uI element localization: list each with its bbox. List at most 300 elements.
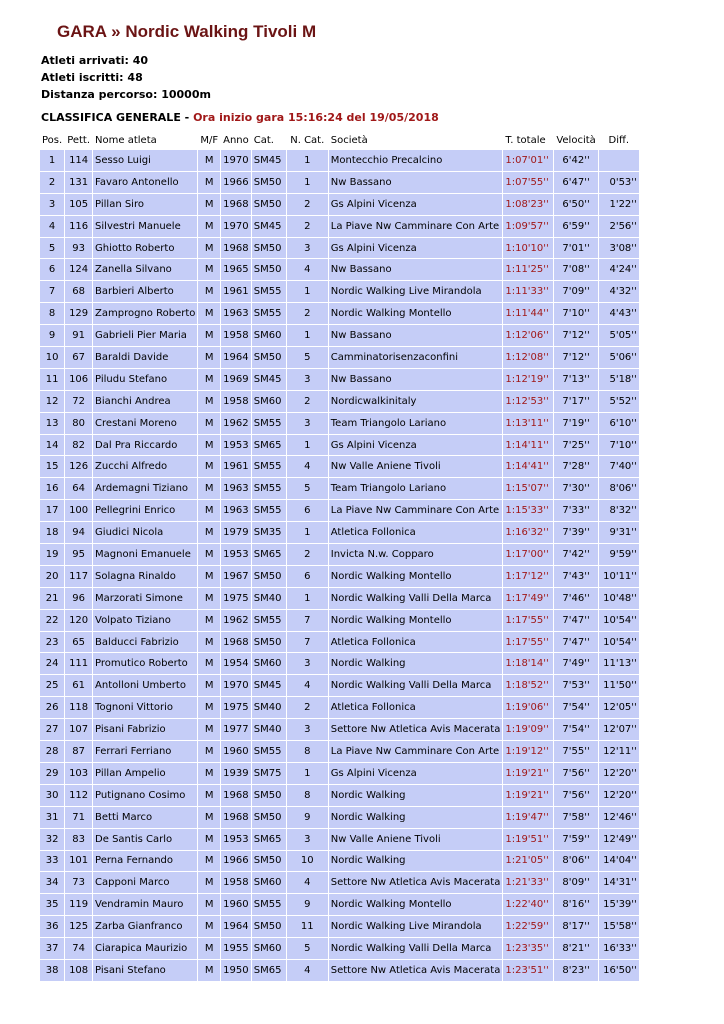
cell-gap: 4'32'' bbox=[599, 281, 639, 302]
cell-cat: SM65 bbox=[252, 544, 286, 565]
cell-sex: M bbox=[198, 719, 220, 740]
cell-total-time: 1:11'33'' bbox=[503, 281, 553, 302]
cell-gap: 4'24'' bbox=[599, 259, 639, 280]
cell-sex: M bbox=[198, 347, 220, 368]
cell-pos: 23 bbox=[40, 632, 64, 653]
cell-pos: 21 bbox=[40, 588, 64, 609]
cell-gap: 0'53'' bbox=[599, 172, 639, 193]
cell-pos: 9 bbox=[40, 325, 64, 346]
cell-cat-rank: 4 bbox=[287, 960, 328, 981]
cell-gap: 14'04'' bbox=[599, 851, 639, 872]
cell-club: Nordic Walking Live Mirandola bbox=[329, 281, 503, 302]
cell-name: Giudici Nicola bbox=[93, 522, 197, 543]
cell-name: Vendramin Mauro bbox=[93, 894, 197, 915]
cell-sex: M bbox=[198, 150, 220, 171]
cell-cat: SM50 bbox=[252, 194, 286, 215]
cell-cat-rank: 1 bbox=[287, 435, 328, 456]
cell-club: Nw Bassano bbox=[329, 259, 503, 280]
cell-bib: 119 bbox=[65, 894, 92, 915]
cell-club: Nordic Walking bbox=[329, 807, 503, 828]
cell-gap: 8'32'' bbox=[599, 500, 639, 521]
cell-total-time: 1:12'53'' bbox=[503, 391, 553, 412]
table-row bbox=[40, 653, 639, 674]
cell-pos: 13 bbox=[40, 413, 64, 434]
cell-total-time: 1:12'06'' bbox=[503, 325, 553, 346]
cell-name: Zamprogno Roberto bbox=[93, 303, 197, 324]
cell-pos: 30 bbox=[40, 785, 64, 806]
column-header-year: Anno bbox=[221, 132, 251, 149]
cell-pos: 17 bbox=[40, 500, 64, 521]
cell-name: Promutico Roberto bbox=[93, 653, 197, 674]
cell-year: 1961 bbox=[221, 456, 251, 477]
cell-club: Nordic Walking Montello bbox=[329, 894, 503, 915]
cell-name: Putignano Cosimo bbox=[93, 785, 197, 806]
cell-speed: 7'13'' bbox=[554, 369, 597, 390]
cell-bib: 112 bbox=[65, 785, 92, 806]
cell-speed: 8'17'' bbox=[554, 916, 597, 937]
cell-cat-rank: 5 bbox=[287, 347, 328, 368]
cell-year: 1968 bbox=[221, 194, 251, 215]
cell-year: 1975 bbox=[221, 697, 251, 718]
cell-cat: SM40 bbox=[252, 719, 286, 740]
cell-cat: SM55 bbox=[252, 741, 286, 762]
cell-speed: 7'17'' bbox=[554, 391, 597, 412]
cell-speed: 7'10'' bbox=[554, 303, 597, 324]
cell-name: Pisani Fabrizio bbox=[93, 719, 197, 740]
table-row bbox=[40, 938, 639, 959]
cell-total-time: 1:23'51'' bbox=[503, 960, 553, 981]
cell-sex: M bbox=[198, 369, 220, 390]
cell-gap: 10'54'' bbox=[599, 632, 639, 653]
cell-cat: SM45 bbox=[252, 150, 286, 171]
cell-cat: SM55 bbox=[252, 456, 286, 477]
cell-club: Nw Valle Aniene Tivoli bbox=[329, 456, 503, 477]
cell-cat: SM55 bbox=[252, 413, 286, 434]
cell-total-time: 1:21'33'' bbox=[503, 872, 553, 893]
cell-speed: 7'08'' bbox=[554, 259, 597, 280]
cell-pos: 19 bbox=[40, 544, 64, 565]
table-row bbox=[40, 259, 639, 280]
cell-club: Nw Bassano bbox=[329, 369, 503, 390]
cell-total-time: 1:21'05'' bbox=[503, 851, 553, 872]
cell-year: 1962 bbox=[221, 413, 251, 434]
cell-club: Nordic Walking Live Mirandola bbox=[329, 916, 503, 937]
column-header-speed: Velocità bbox=[554, 132, 597, 149]
cell-sex: M bbox=[198, 456, 220, 477]
cell-speed: 7'54'' bbox=[554, 719, 597, 740]
column-header-sex: M/F bbox=[198, 132, 220, 149]
cell-pos: 20 bbox=[40, 566, 64, 587]
cell-speed: 7'59'' bbox=[554, 829, 597, 850]
cell-name: Ciarapica Maurizio bbox=[93, 938, 197, 959]
cell-sex: M bbox=[198, 544, 220, 565]
table-row bbox=[40, 632, 639, 653]
table-row bbox=[40, 435, 639, 456]
cell-cat-rank: 11 bbox=[287, 916, 328, 937]
cell-name: Volpato Tiziano bbox=[93, 610, 197, 631]
cell-year: 1969 bbox=[221, 369, 251, 390]
cell-pos: 25 bbox=[40, 675, 64, 696]
cell-bib: 72 bbox=[65, 391, 92, 412]
cell-cat-rank: 6 bbox=[287, 500, 328, 521]
cell-pos: 24 bbox=[40, 653, 64, 674]
cell-cat: SM50 bbox=[252, 916, 286, 937]
cell-speed: 7'53'' bbox=[554, 675, 597, 696]
cell-speed: 7'42'' bbox=[554, 544, 597, 565]
cell-sex: M bbox=[198, 741, 220, 762]
cell-speed: 7'33'' bbox=[554, 500, 597, 521]
cell-cat: SM60 bbox=[252, 325, 286, 346]
cell-pos: 35 bbox=[40, 894, 64, 915]
cell-bib: 101 bbox=[65, 851, 92, 872]
cell-gap: 12'20'' bbox=[599, 785, 639, 806]
cell-pos: 10 bbox=[40, 347, 64, 368]
cell-sex: M bbox=[198, 238, 220, 259]
table-row bbox=[40, 960, 639, 981]
cell-bib: 87 bbox=[65, 741, 92, 762]
cell-speed: 7'39'' bbox=[554, 522, 597, 543]
cell-bib: 116 bbox=[65, 216, 92, 237]
cell-bib: 65 bbox=[65, 632, 92, 653]
cell-gap: 1'22'' bbox=[599, 194, 639, 215]
cell-gap: 15'58'' bbox=[599, 916, 639, 937]
cell-year: 1953 bbox=[221, 544, 251, 565]
cell-sex: M bbox=[198, 872, 220, 893]
cell-speed: 6'59'' bbox=[554, 216, 597, 237]
cell-sex: M bbox=[198, 194, 220, 215]
cell-cat: SM45 bbox=[252, 216, 286, 237]
cell-total-time: 1:22'40'' bbox=[503, 894, 553, 915]
table-row bbox=[40, 588, 639, 609]
cell-year: 1970 bbox=[221, 216, 251, 237]
cell-bib: 105 bbox=[65, 194, 92, 215]
cell-name: Solagna Rinaldo bbox=[93, 566, 197, 587]
cell-cat-rank: 4 bbox=[287, 872, 328, 893]
cell-sex: M bbox=[198, 281, 220, 302]
cell-total-time: 1:07'55'' bbox=[503, 172, 553, 193]
cell-name: Balducci Fabrizio bbox=[93, 632, 197, 653]
cell-sex: M bbox=[198, 916, 220, 937]
cell-pos: 36 bbox=[40, 916, 64, 937]
cell-gap: 11'50'' bbox=[599, 675, 639, 696]
cell-year: 1953 bbox=[221, 435, 251, 456]
cell-cat-rank: 1 bbox=[287, 325, 328, 346]
cell-year: 1968 bbox=[221, 785, 251, 806]
cell-total-time: 1:14'41'' bbox=[503, 456, 553, 477]
table-row bbox=[40, 894, 639, 915]
cell-sex: M bbox=[198, 829, 220, 850]
cell-bib: 83 bbox=[65, 829, 92, 850]
cell-year: 1968 bbox=[221, 807, 251, 828]
cell-total-time: 1:13'11'' bbox=[503, 413, 553, 434]
cell-club: Nw Bassano bbox=[329, 172, 503, 193]
cell-sex: M bbox=[198, 303, 220, 324]
cell-sex: M bbox=[198, 632, 220, 653]
cell-total-time: 1:15'07'' bbox=[503, 478, 553, 499]
cell-year: 1953 bbox=[221, 829, 251, 850]
cell-speed: 7'25'' bbox=[554, 435, 597, 456]
cell-cat-rank: 5 bbox=[287, 938, 328, 959]
cell-sex: M bbox=[198, 435, 220, 456]
cell-gap: 7'10'' bbox=[599, 435, 639, 456]
page-title: GARA » Nordic Walking Tivoli M bbox=[57, 22, 317, 41]
cell-cat-rank: 1 bbox=[287, 150, 328, 171]
cell-gap: 16'33'' bbox=[599, 938, 639, 959]
table-row bbox=[40, 369, 639, 390]
table-row bbox=[40, 216, 639, 237]
cell-sex: M bbox=[198, 391, 220, 412]
cell-total-time: 1:17'00'' bbox=[503, 544, 553, 565]
cell-gap bbox=[599, 150, 639, 171]
cell-club: Nordic Walking bbox=[329, 653, 503, 674]
cell-total-time: 1:17'55'' bbox=[503, 632, 553, 653]
cell-cat: SM65 bbox=[252, 829, 286, 850]
cell-name: Ghiotto Roberto bbox=[93, 238, 197, 259]
cell-gap: 12'49'' bbox=[599, 829, 639, 850]
cell-bib: 95 bbox=[65, 544, 92, 565]
cell-gap: 5'05'' bbox=[599, 325, 639, 346]
table-row bbox=[40, 785, 639, 806]
column-header-cat-rank: N. Cat. bbox=[287, 132, 328, 149]
table-row bbox=[40, 194, 639, 215]
cell-cat: SM60 bbox=[252, 872, 286, 893]
cell-pos: 1 bbox=[40, 150, 64, 171]
table-row bbox=[40, 325, 639, 346]
cell-pos: 7 bbox=[40, 281, 64, 302]
cell-name: Marzorati Simone bbox=[93, 588, 197, 609]
cell-name: Dal Pra Riccardo bbox=[93, 435, 197, 456]
cell-total-time: 1:07'01'' bbox=[503, 150, 553, 171]
column-header-gap: Diff. bbox=[599, 132, 639, 149]
cell-gap: 7'40'' bbox=[599, 456, 639, 477]
cell-total-time: 1:17'55'' bbox=[503, 610, 553, 631]
table-row bbox=[40, 851, 639, 872]
cell-pos: 38 bbox=[40, 960, 64, 981]
cell-cat: SM50 bbox=[252, 632, 286, 653]
cell-cat: SM50 bbox=[252, 851, 286, 872]
cell-name: Ardemagni Tiziano bbox=[93, 478, 197, 499]
cell-cat: SM50 bbox=[252, 238, 286, 259]
cell-bib: 125 bbox=[65, 916, 92, 937]
cell-pos: 3 bbox=[40, 194, 64, 215]
cell-bib: 126 bbox=[65, 456, 92, 477]
cell-cat-rank: 2 bbox=[287, 391, 328, 412]
table-row bbox=[40, 172, 639, 193]
cell-cat: SM55 bbox=[252, 281, 286, 302]
cell-cat: SM50 bbox=[252, 259, 286, 280]
cell-speed: 7'12'' bbox=[554, 325, 597, 346]
cell-gap: 4'43'' bbox=[599, 303, 639, 324]
cell-name: Bianchi Andrea bbox=[93, 391, 197, 412]
cell-pos: 29 bbox=[40, 763, 64, 784]
cell-gap: 8'06'' bbox=[599, 478, 639, 499]
cell-name: Piludu Stefano bbox=[93, 369, 197, 390]
table-row bbox=[40, 456, 639, 477]
cell-gap: 12'05'' bbox=[599, 697, 639, 718]
cell-bib: 114 bbox=[65, 150, 92, 171]
table-row bbox=[40, 763, 639, 784]
cell-club: Gs Alpini Vicenza bbox=[329, 238, 503, 259]
cell-club: Nordic Walking bbox=[329, 785, 503, 806]
cell-gap: 9'31'' bbox=[599, 522, 639, 543]
cell-gap: 12'11'' bbox=[599, 741, 639, 762]
cell-cat: SM55 bbox=[252, 500, 286, 521]
cell-sex: M bbox=[198, 851, 220, 872]
cell-gap: 5'06'' bbox=[599, 347, 639, 368]
cell-speed: 7'55'' bbox=[554, 741, 597, 762]
cell-name: Pellegrini Enrico bbox=[93, 500, 197, 521]
cell-cat: SM55 bbox=[252, 478, 286, 499]
cell-pos: 16 bbox=[40, 478, 64, 499]
cell-total-time: 1:14'11'' bbox=[503, 435, 553, 456]
cell-speed: 7'43'' bbox=[554, 566, 597, 587]
column-header-cat: Cat. bbox=[252, 132, 286, 149]
cell-total-time: 1:19'21'' bbox=[503, 785, 553, 806]
cell-speed: 6'47'' bbox=[554, 172, 597, 193]
cell-name: Pillan Ampelio bbox=[93, 763, 197, 784]
cell-cat-rank: 1 bbox=[287, 281, 328, 302]
results-table bbox=[39, 131, 640, 982]
cell-total-time: 1:19'21'' bbox=[503, 763, 553, 784]
cell-gap: 10'48'' bbox=[599, 588, 639, 609]
table-row bbox=[40, 303, 639, 324]
cell-bib: 107 bbox=[65, 719, 92, 740]
cell-pos: 4 bbox=[40, 216, 64, 237]
column-header-name: Nome atleta bbox=[93, 132, 197, 149]
table-row bbox=[40, 916, 639, 937]
cell-speed: 8'16'' bbox=[554, 894, 597, 915]
cell-bib: 106 bbox=[65, 369, 92, 390]
cell-club: La Piave Nw Camminare Con Arte bbox=[329, 500, 503, 521]
table-row bbox=[40, 719, 639, 740]
cell-bib: 71 bbox=[65, 807, 92, 828]
cell-club: Atletica Follonica bbox=[329, 697, 503, 718]
cell-gap: 12'46'' bbox=[599, 807, 639, 828]
cell-club: Gs Alpini Vicenza bbox=[329, 435, 503, 456]
cell-bib: 124 bbox=[65, 259, 92, 280]
cell-sex: M bbox=[198, 500, 220, 521]
cell-cat-rank: 4 bbox=[287, 456, 328, 477]
cell-cat: SM50 bbox=[252, 566, 286, 587]
cell-sex: M bbox=[198, 588, 220, 609]
cell-sex: M bbox=[198, 172, 220, 193]
cell-year: 1970 bbox=[221, 675, 251, 696]
cell-year: 1964 bbox=[221, 916, 251, 937]
cell-club: Invicta N.w. Copparo bbox=[329, 544, 503, 565]
cell-cat: SM65 bbox=[252, 960, 286, 981]
cell-sex: M bbox=[198, 413, 220, 434]
cell-pos: 14 bbox=[40, 435, 64, 456]
race-start-time: Ora inizio gara 15:16:24 del 19/05/2018 bbox=[193, 111, 439, 124]
cell-sex: M bbox=[198, 960, 220, 981]
cell-year: 1961 bbox=[221, 281, 251, 302]
cell-gap: 10'11'' bbox=[599, 566, 639, 587]
cell-name: Barbieri Alberto bbox=[93, 281, 197, 302]
cell-name: Pisani Stefano bbox=[93, 960, 197, 981]
table-row bbox=[40, 522, 639, 543]
cell-gap: 12'20'' bbox=[599, 763, 639, 784]
cell-cat: SM40 bbox=[252, 697, 286, 718]
cell-year: 1962 bbox=[221, 610, 251, 631]
cell-total-time: 1:19'06'' bbox=[503, 697, 553, 718]
cell-year: 1966 bbox=[221, 851, 251, 872]
cell-cat-rank: 2 bbox=[287, 194, 328, 215]
cell-speed: 7'46'' bbox=[554, 588, 597, 609]
cell-cat-rank: 7 bbox=[287, 610, 328, 631]
cell-cat-rank: 5 bbox=[287, 478, 328, 499]
cell-cat-rank: 1 bbox=[287, 588, 328, 609]
cell-speed: 6'50'' bbox=[554, 194, 597, 215]
cell-bib: 103 bbox=[65, 763, 92, 784]
cell-bib: 91 bbox=[65, 325, 92, 346]
cell-year: 1975 bbox=[221, 588, 251, 609]
column-header-total-time: T. totale bbox=[503, 132, 553, 149]
table-row bbox=[40, 697, 639, 718]
column-header-bib: Pett. bbox=[65, 132, 92, 149]
cell-pos: 31 bbox=[40, 807, 64, 828]
cell-total-time: 1:08'23'' bbox=[503, 194, 553, 215]
race-distance: Distanza percorso: 10000m bbox=[41, 88, 211, 101]
cell-gap: 16'50'' bbox=[599, 960, 639, 981]
cell-sex: M bbox=[198, 894, 220, 915]
cell-club: Nw Valle Aniene Tivoli bbox=[329, 829, 503, 850]
cell-speed: 7'01'' bbox=[554, 238, 597, 259]
table-row bbox=[40, 741, 639, 762]
cell-speed: 8'06'' bbox=[554, 851, 597, 872]
cell-total-time: 1:12'19'' bbox=[503, 369, 553, 390]
cell-sex: M bbox=[198, 259, 220, 280]
cell-club: Gs Alpini Vicenza bbox=[329, 194, 503, 215]
cell-name: Capponi Marco bbox=[93, 872, 197, 893]
table-row bbox=[40, 807, 639, 828]
cell-year: 1977 bbox=[221, 719, 251, 740]
cell-year: 1963 bbox=[221, 478, 251, 499]
cell-pos: 8 bbox=[40, 303, 64, 324]
cell-name: Favaro Antonello bbox=[93, 172, 197, 193]
cell-pos: 18 bbox=[40, 522, 64, 543]
column-header-club: Società bbox=[329, 132, 503, 149]
cell-speed: 7'19'' bbox=[554, 413, 597, 434]
cell-cat: SM55 bbox=[252, 894, 286, 915]
cell-gap: 3'08'' bbox=[599, 238, 639, 259]
cell-cat-rank: 3 bbox=[287, 238, 328, 259]
cell-total-time: 1:10'10'' bbox=[503, 238, 553, 259]
cell-club: Atletica Follonica bbox=[329, 632, 503, 653]
classification-heading bbox=[41, 111, 439, 124]
cell-pos: 34 bbox=[40, 872, 64, 893]
cell-speed: 7'09'' bbox=[554, 281, 597, 302]
cell-speed: 7'47'' bbox=[554, 610, 597, 631]
cell-pos: 6 bbox=[40, 259, 64, 280]
cell-year: 1958 bbox=[221, 391, 251, 412]
cell-cat-rank: 1 bbox=[287, 763, 328, 784]
cell-bib: 131 bbox=[65, 172, 92, 193]
cell-total-time: 1:17'49'' bbox=[503, 588, 553, 609]
cell-sex: M bbox=[198, 653, 220, 674]
cell-year: 1958 bbox=[221, 325, 251, 346]
table-row bbox=[40, 238, 639, 259]
cell-cat-rank: 3 bbox=[287, 829, 328, 850]
cell-year: 1966 bbox=[221, 172, 251, 193]
cell-sex: M bbox=[198, 785, 220, 806]
cell-pos: 2 bbox=[40, 172, 64, 193]
table-row bbox=[40, 872, 639, 893]
table-header-row bbox=[40, 132, 639, 149]
cell-cat: SM60 bbox=[252, 391, 286, 412]
cell-club: La Piave Nw Camminare Con Arte bbox=[329, 741, 503, 762]
cell-name: Baraldi Davide bbox=[93, 347, 197, 368]
cell-club: Settore Nw Atletica Avis Macerata bbox=[329, 719, 503, 740]
